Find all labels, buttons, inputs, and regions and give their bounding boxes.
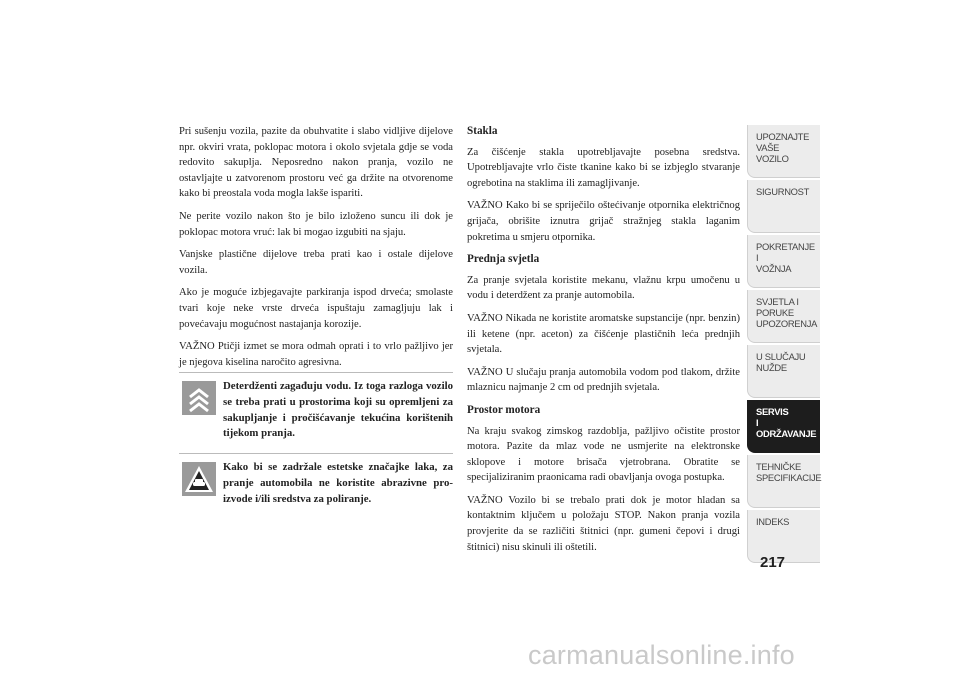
- tab-pokretanje-i-voznja[interactable]: [747, 235, 820, 288]
- tab-label: U SLUČAJU NUŽDE: [756, 351, 806, 374]
- paragraph: Ako je moguće izbjegavajte parkiranja ispod drveća; smolaste tvari koje neke vrste drveća ispuštaju zamagljuju lak i povećavaju mogućnost nastajanja korozije.: [179, 287, 453, 330]
- section-heading: Stakla: [467, 125, 498, 137]
- left-column: [179, 124, 453, 377]
- paragraph: Za čišćenje stakla upotrebljavajte posebna sredstva. Upotrebljavajte vrlo čiste tkanine kako bi se izbjeglo stvaranje ogrebotina na staklima ili zamagljivanje.: [467, 146, 740, 189]
- note-text: Kako bi se zadržale estetske značajke laka, za pranje automobila ne koristite abrazivne pro-izvode i/ili sredstva za poliranje.: [223, 461, 453, 505]
- tab-u-slucaju-nuzde[interactable]: [747, 345, 820, 398]
- tab-label: TEHNIČKE SPECIFIKACIJE: [756, 461, 822, 484]
- tab-upoznajte-vase-vozilo[interactable]: [747, 125, 820, 178]
- note-text: Deterdženti zagađuju vodu. Iz toga razloga vozilo se treba prati u prostorima koji su opremljeni za sakupljanje i pročišćavanje tekućina korištenih tijekom pranja.: [223, 380, 453, 440]
- tab-label: POKRETANJE I VOŽNJA: [756, 241, 815, 275]
- section-heading: Prostor motora: [467, 403, 541, 416]
- paragraph: VAŽNO Vozilo bi se trebalo prati dok je motor hladan sa kontaktnim ključem u položaju STOP. Nakon pranja vozila provjerite da se različiti štitnici (npr. gumeni čepovi i drugi štitnici) nisu skinuli ili oštetili.: [467, 494, 740, 553]
- tab-sigurnost[interactable]: [747, 180, 820, 233]
- paragraph: Pri sušenju vozila, pazite da obuhvatite i slabo vidljive dijelove npr. okviri vrata, poklopac motora i okolo svjetala gdje se voda redovito sakuplja. Neposredno nakon pranja, vozilo ne ostavljajte u zatvorenom prostoru već ga držite na otvorenome kako bi preostala voda mogla lakše ispariti.: [179, 126, 453, 200]
- warning-note: [179, 453, 453, 514]
- paragraph: VAŽNO U slučaju pranja automobila vodom pod tlakom, držite mlaznicu najmanje 2 cm od prednjih svjetala.: [467, 366, 740, 394]
- paragraph: VAŽNO Kako bi se spriječilo oštećivanje otpornika električnog grijača, obrišite iznutra grijač stražnjeg stakla laganim pokretima u smjeru otpornika.: [467, 200, 740, 243]
- paragraph: VAŽNO Nikada ne koristite aromatske supstancije (npr. benzin) ili ketene (npr. aceton) za čišćenje plastičnih leća prednjih svjetala.: [467, 312, 740, 356]
- tab-tehnicke-specifikacije[interactable]: [747, 455, 820, 508]
- tab-label: SIGURNOST: [756, 186, 810, 197]
- tab-label: SERVIS I ODRŽAVANJE: [756, 406, 817, 440]
- paragraph: Ne perite vozilo nakon što je bilo izloženo suncu ili dok je poklopac motora vruć: lak bi mogao izgubiti na sjaju.: [179, 210, 453, 238]
- paragraph: VAŽNO Ptičji izmet se mora odmah oprati i to vrlo pažljivo jer je njegova kiselina naročito agresivna.: [179, 341, 453, 368]
- tab-label: SVJETLA I PORUKE UPOZORENJA: [756, 296, 818, 330]
- tab-servis-i-odrzavanje[interactable]: [747, 400, 820, 453]
- tab-label: INDEKS: [756, 516, 790, 527]
- tab-svjetla-i-poruke[interactable]: [747, 290, 820, 343]
- page-number: 217: [760, 554, 786, 571]
- recycle-chevron-icon: [182, 381, 216, 415]
- chapter-tabs: [747, 125, 820, 565]
- right-column: [467, 124, 740, 562]
- paragraph: Za pranje svjetala koristite mekanu, vlažnu krpu umočenu u vodu i deterdžent za pranje automobila.: [467, 274, 740, 302]
- environment-note: [179, 372, 453, 463]
- car-warning-icon: [182, 462, 216, 496]
- watermark: carmanualsonline.info: [528, 640, 795, 670]
- section-heading: Prednja svjetla: [467, 253, 540, 266]
- tab-label: UPOZNAJTE VAŠE VOZILO: [756, 131, 810, 165]
- paragraph: Na kraju svakog zimskog razdoblja, pažljivo očistite prostor motora. Pazite da mlaz vode ne usmjerite na elektronske sklopove i motore brisača vjetrobrana. Obratite se specijaliziranim praonicama radi obavljanja ovoga postupka.: [467, 425, 740, 484]
- paragraph: Vanjske plastične dijelove treba prati kao i ostale dijelove vozila.: [179, 249, 453, 276]
